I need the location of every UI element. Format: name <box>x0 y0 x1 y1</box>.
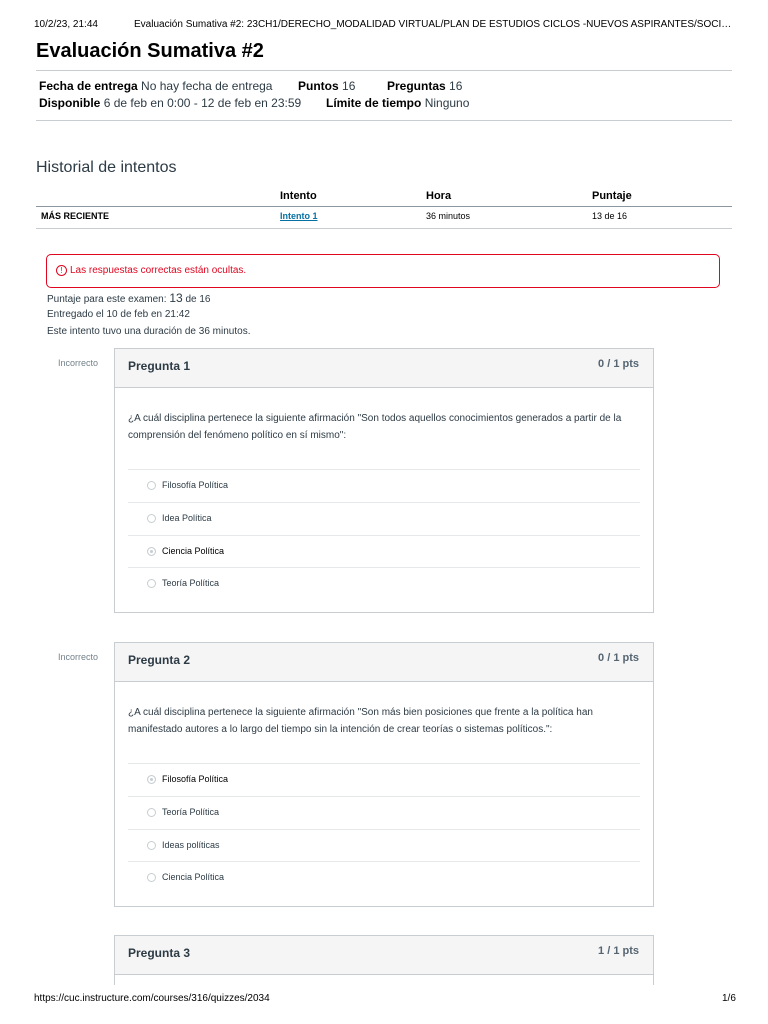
due-date <box>39 79 272 93</box>
history-title: Historial de intentos <box>36 159 177 176</box>
radio-button[interactable] <box>147 481 156 490</box>
answer-option[interactable] <box>128 502 640 534</box>
answer-option[interactable] <box>128 567 640 599</box>
time-limit-meta <box>326 96 469 110</box>
answer-label: Idea Política <box>162 513 212 523</box>
radio-button-selected[interactable] <box>147 547 156 556</box>
score-suffix: de 16 <box>182 294 211 305</box>
answer-option[interactable] <box>128 796 640 828</box>
column-header-score: Puntaje <box>592 190 632 202</box>
score-prefix: Puntaje para este examen: <box>47 294 170 305</box>
due-label: Fecha de entrega <box>39 79 138 93</box>
answer-label: Teoría Política <box>162 807 220 817</box>
warning-icon: ! <box>56 265 67 276</box>
points-meta <box>298 79 355 93</box>
question-status: Incorrecto <box>58 358 99 368</box>
attempt-duration: Este intento tuvo una duración de 36 minutos. <box>47 326 251 337</box>
answer-label: Teoría Política <box>162 578 220 588</box>
available-value: 6 de feb en 0:00 - 12 de feb en 23:59 <box>103 96 302 110</box>
divider <box>36 120 732 121</box>
radio-button[interactable] <box>147 808 156 817</box>
points-value: 16 <box>342 79 356 93</box>
print-url: https://cuc.instructure.com/courses/316/quizzes/2034 <box>34 993 270 1004</box>
radio-button-selected[interactable] <box>147 775 156 784</box>
points-label: Puntos <box>298 79 339 93</box>
question-card <box>114 935 654 985</box>
question-points: 1 / 1 pts <box>598 945 639 957</box>
radio-button[interactable] <box>147 841 156 850</box>
due-value: No hay fecha de entrega <box>141 79 273 93</box>
answer-option[interactable] <box>128 469 640 501</box>
submitted-date: Entregado el 10 de feb en 21:42 <box>47 309 190 320</box>
print-date: 10/2/23, 21:44 <box>34 19 98 30</box>
question-text: ¿A cuál disciplina pertenece la siguiente afirmación "Son más bien posiciones que frente a la política han manifestado autores a lo largo del tiempo sin la intención de crear teorías o sistemas políticos.": <box>128 707 593 735</box>
exam-score <box>47 291 210 305</box>
answer-option-selected[interactable] <box>128 535 640 567</box>
page-title: Evaluación Sumativa #2 <box>36 40 264 62</box>
attempt-time: 36 minutos <box>426 211 471 221</box>
answer-option-selected[interactable] <box>128 763 640 795</box>
print-page-title: Evaluación Sumativa #2: 23CH1/DERECHO_MODALIDAD VIRTUAL/PLAN DE ESTUDIOS CICLOS -NUEVOS ASPIRANTES/SOCI… <box>134 19 732 30</box>
attempt-score: 13 de 16 <box>592 211 628 221</box>
score-value: 13 <box>169 291 183 305</box>
alert-message <box>56 265 246 276</box>
answer-label: Ciencia Política <box>162 872 225 882</box>
question-status: Incorrecto <box>58 652 99 662</box>
question-title: Pregunta 1 <box>128 359 191 373</box>
column-header-attempt: Intento <box>280 190 317 202</box>
alert-text: Las respuestas correctas están ocultas. <box>70 265 247 276</box>
attempt-link[interactable]: Intento 1 <box>280 211 318 221</box>
radio-button[interactable] <box>147 873 156 882</box>
time-limit-label: Límite de tiempo <box>326 96 422 110</box>
question-card <box>114 348 654 613</box>
divider <box>36 70 732 71</box>
questions-label: Preguntas <box>387 79 446 93</box>
answer-option[interactable] <box>128 861 640 893</box>
question-title: Pregunta 3 <box>128 946 191 960</box>
radio-button[interactable] <box>147 514 156 523</box>
available-meta <box>39 96 301 110</box>
time-limit-value: Ninguno <box>424 96 470 110</box>
question-text: ¿A cuál disciplina pertenece la siguiente afirmación "Son todos aquellos conocimientos generados a partir de la comprensión del fenómeno político en sí mismo": <box>128 413 622 441</box>
question-header <box>115 643 653 682</box>
answer-label: Ideas políticas <box>162 840 220 850</box>
table-divider <box>36 206 732 207</box>
questions-meta <box>387 79 462 93</box>
question-title: Pregunta 2 <box>128 653 191 667</box>
print-page-number: 1/6 <box>722 993 736 1004</box>
question-points: 0 / 1 pts <box>598 358 639 370</box>
question-header <box>115 349 653 388</box>
questions-value: 16 <box>449 79 463 93</box>
available-label: Disponible <box>39 96 101 110</box>
question-card <box>114 642 654 907</box>
answer-label: Ciencia Política <box>162 546 225 556</box>
question-points: 0 / 1 pts <box>598 652 639 664</box>
answer-label: Filosofía Política <box>162 774 229 784</box>
answer-option[interactable] <box>128 829 640 861</box>
question-header <box>115 936 653 975</box>
answer-label: Filosofía Política <box>162 480 229 490</box>
column-header-time: Hora <box>426 190 452 202</box>
radio-button[interactable] <box>147 579 156 588</box>
table-divider <box>36 228 732 229</box>
row-label: MÁS RECIENTE <box>41 211 110 221</box>
